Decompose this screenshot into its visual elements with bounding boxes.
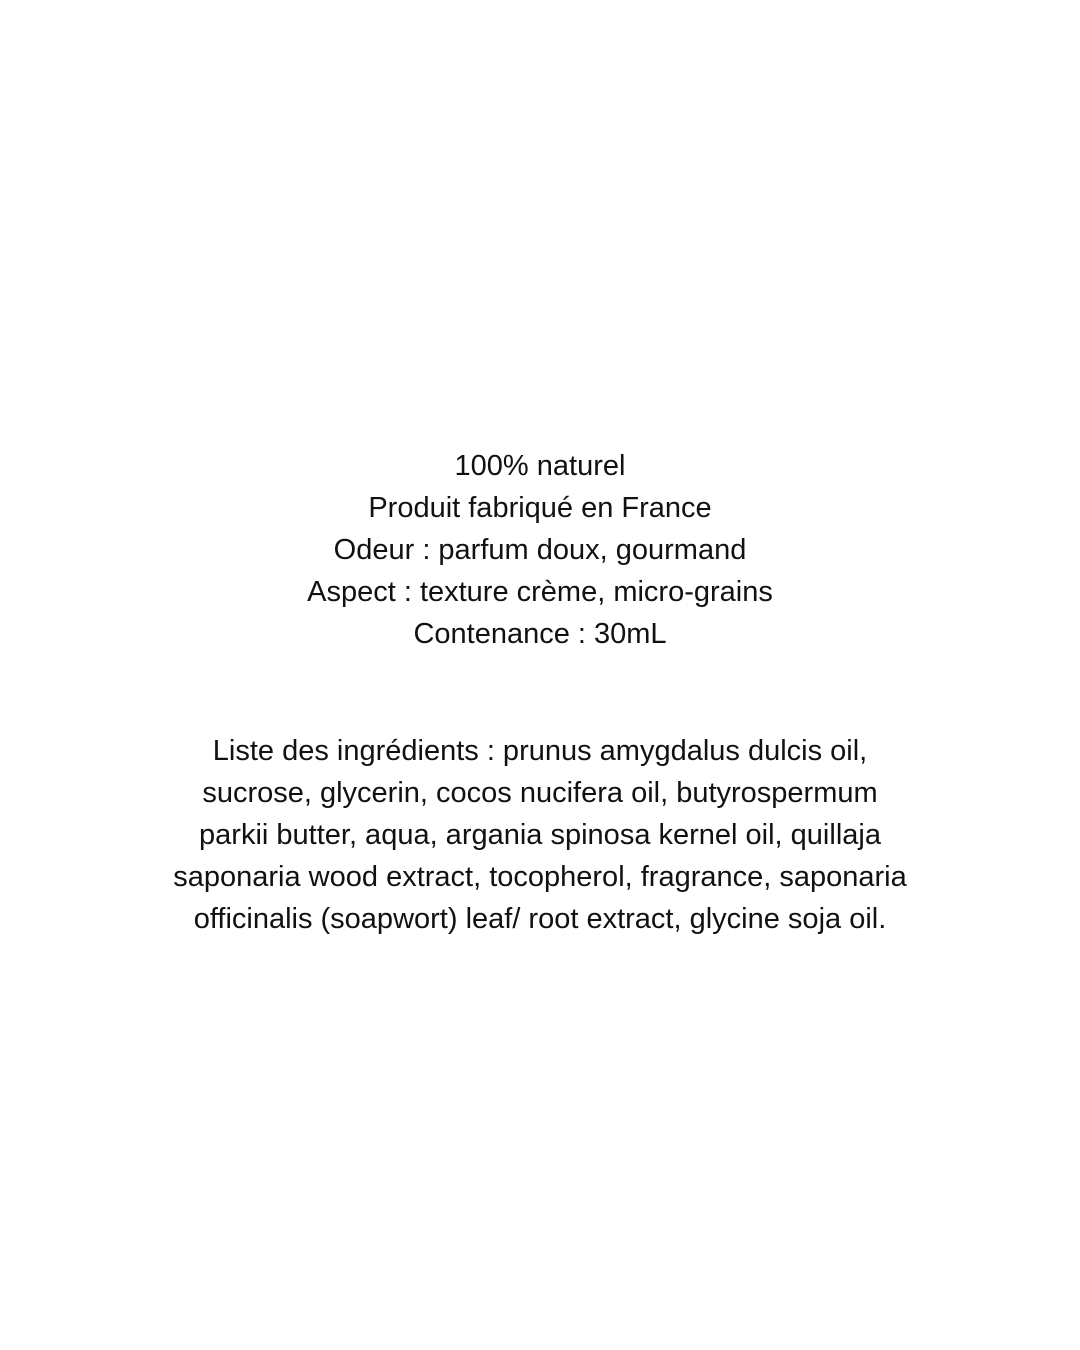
- detail-natural: 100% naturel: [454, 450, 626, 482]
- detail-volume: Contenance : 30mL: [413, 618, 667, 650]
- detail-texture: Aspect : texture crème, micro-grains: [307, 576, 773, 608]
- product-details: [0, 445, 1080, 655]
- ingredients-list: [0, 730, 1080, 940]
- ingredients-line: officinalis (soapwort) leaf/ root extract, glycine soja oil.: [193, 903, 887, 935]
- ingredients-line: Liste des ingrédients : prunus amygdalus dulcis oil,: [212, 735, 868, 767]
- ingredients-line: parkii butter, aqua, argania spinosa kernel oil, quillaja: [199, 819, 881, 851]
- detail-scent: Odeur : parfum doux, gourmand: [333, 534, 747, 566]
- detail-origin: Produit fabriqué en France: [368, 492, 712, 524]
- ingredients-line: sucrose, glycerin, cocos nucifera oil, butyrospermum: [202, 777, 878, 809]
- ingredients-line: saponaria wood extract, tocopherol, fragrance, saponaria: [173, 861, 907, 893]
